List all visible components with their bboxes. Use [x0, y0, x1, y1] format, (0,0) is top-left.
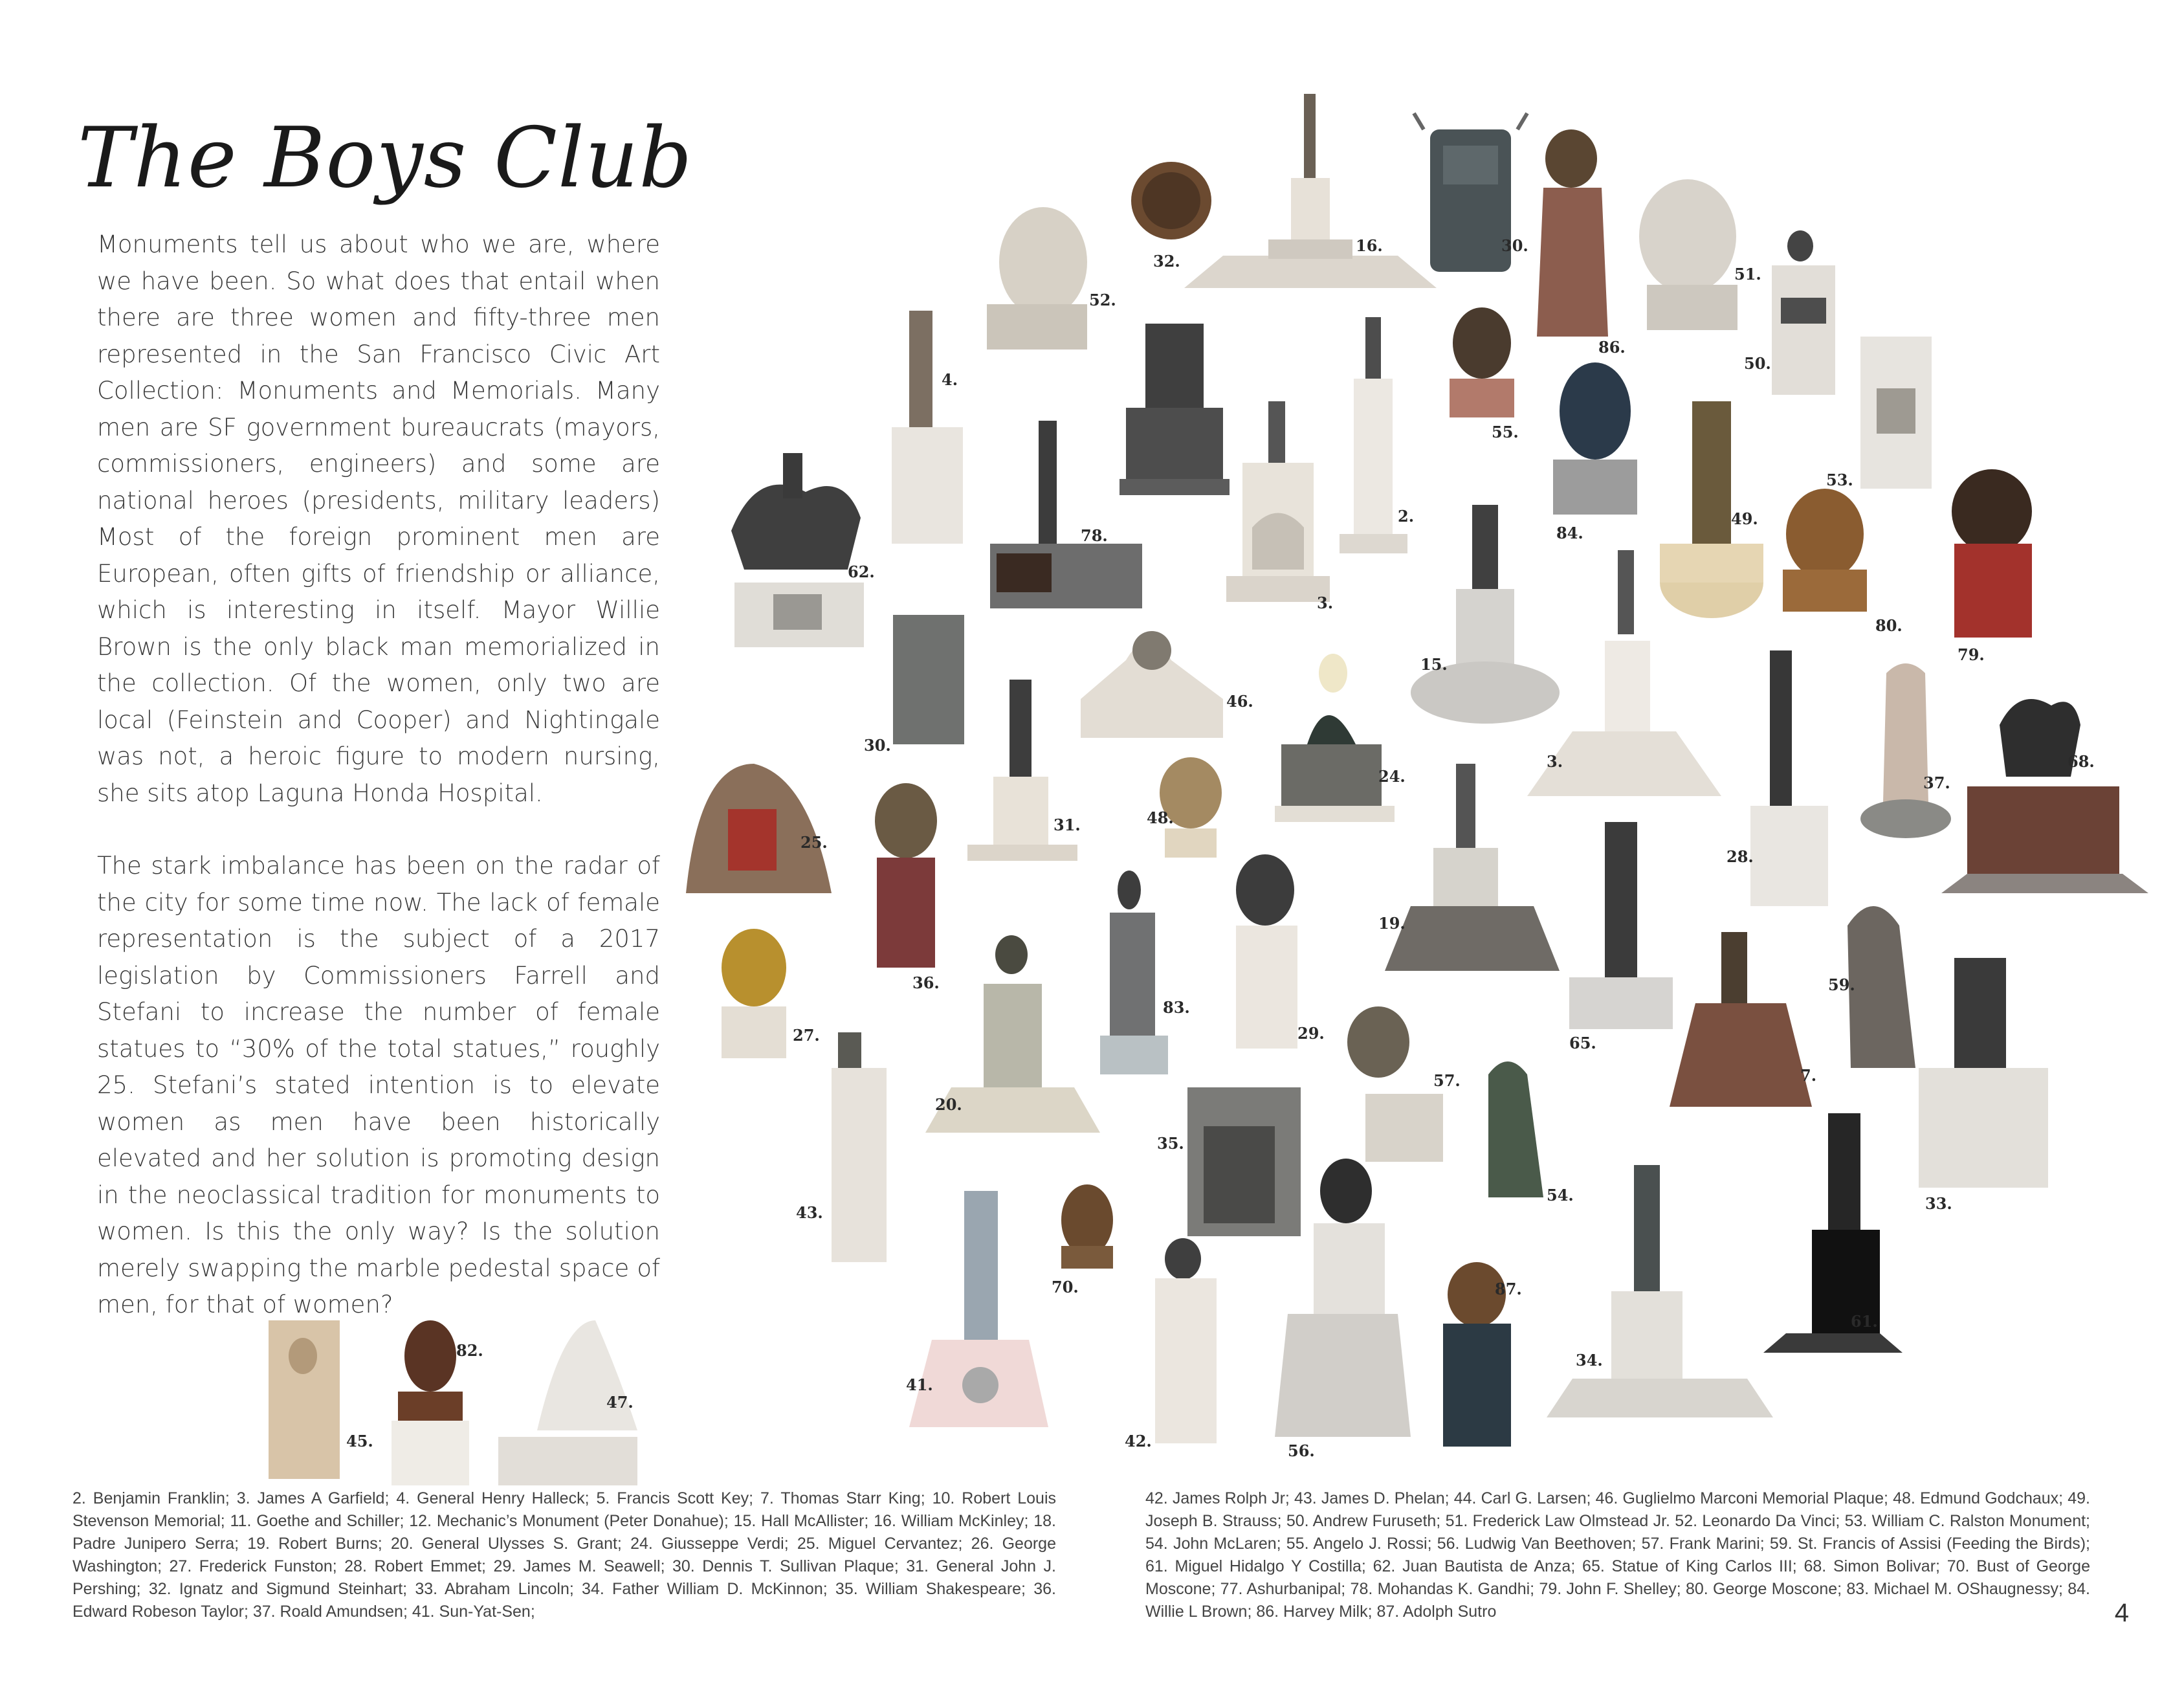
- label-34: 34.: [1576, 1351, 1603, 1370]
- label-43: 43.: [796, 1203, 823, 1222]
- essay-paragraph-2: The stark imbalance has been on the radar of the city for some time now. The lack of female representation is the subject of a 2017 legislation by Commissioners Farrell and Stefani to increase the number of female statues to “30% of the total statues,” roughly 25. Stefani’s stated intention is to elevate women as men have been historically elevated and her solution is promoting design in the neoclassical tradition for monuments to women. Is this the only way? Is the solution merely swapping the marble pedestal space of men, for that of women?: [97, 852, 660, 1318]
- monument-83: [1100, 871, 1168, 1074]
- monument-51: [1639, 179, 1737, 330]
- monument-78: [990, 421, 1142, 608]
- label-83: 83.: [1163, 998, 1190, 1017]
- label-47: 47.: [606, 1393, 634, 1412]
- label-80: 80.: [1875, 616, 1903, 635]
- label-70: 70.: [1052, 1278, 1079, 1296]
- label-79: 79.: [1958, 645, 1985, 664]
- label-50: 50.: [1744, 354, 1771, 373]
- label-3b: 3.: [1547, 752, 1563, 771]
- label-41: 41.: [906, 1375, 933, 1394]
- label-37: 37.: [1923, 773, 1950, 792]
- monument-11: [1120, 324, 1230, 495]
- label-51: 51.: [1734, 265, 1761, 283]
- monument-37: [1860, 663, 1951, 838]
- monument-28: [1750, 650, 1828, 906]
- label-45: 45.: [346, 1432, 373, 1450]
- label-59: 59.: [1828, 975, 1855, 994]
- monument-25: [686, 764, 832, 893]
- monument-61: [1763, 1113, 1903, 1353]
- monument-33: [1919, 958, 2048, 1188]
- label-25: 25.: [800, 833, 828, 852]
- monument-30-panel: [893, 615, 964, 744]
- monument-53: [1860, 337, 1932, 489]
- label-15: 15.: [1420, 655, 1448, 674]
- monument-34: [1547, 1165, 1773, 1417]
- monument-46: [1081, 631, 1223, 738]
- label-82: 82.: [456, 1341, 483, 1360]
- page-number: 4: [2114, 1599, 2129, 1627]
- page-title: The Boys Club: [78, 110, 693, 206]
- label-29: 29.: [1297, 1024, 1325, 1043]
- monument-84: [1553, 362, 1637, 515]
- monument-52: [987, 207, 1087, 350]
- monument-4: [892, 311, 963, 544]
- label-2: 2.: [1398, 507, 1415, 526]
- monument-48: [1160, 757, 1222, 858]
- label-48: 48.: [1147, 808, 1174, 827]
- label-86: 86.: [1598, 338, 1626, 357]
- monument-29: [1236, 854, 1297, 1049]
- monument-86: [1537, 129, 1608, 337]
- label-16: 16.: [1356, 236, 1383, 255]
- label-53: 53.: [1826, 471, 1853, 489]
- monument-65: [1569, 822, 1673, 1029]
- label-36: 36.: [912, 973, 940, 992]
- label-42: 42.: [1125, 1432, 1152, 1450]
- monument-32: [1131, 162, 1211, 239]
- label-33: 33.: [1925, 1194, 1952, 1213]
- monument-55: [1450, 307, 1514, 417]
- label-30b: 30.: [864, 736, 891, 755]
- label-19: 19.: [1378, 914, 1406, 933]
- label-55: 55.: [1492, 423, 1519, 441]
- label-28: 28.: [1726, 847, 1754, 866]
- label-4: 4.: [942, 370, 958, 389]
- label-49: 49.: [1731, 509, 1758, 528]
- label-57: 57.: [1433, 1071, 1461, 1090]
- monument-70: [1061, 1184, 1113, 1269]
- monument-36: [875, 783, 937, 968]
- monument-68: [1941, 699, 2148, 893]
- essay-paragraph-1: Monuments tell us about who we are, where we have been. So what does that entail when there are three women and fifty-three men represented in the San Francisco Civic Art Collection: Monuments and Memorials. Many men are SF government bureaucrats (mayors, commissioners, engineers) and some are national heroes (presidents, military leaders) Most of the foreign prominent men are European, often gifts of friendship or alliance, which is interesting in itself. Mayor Willie Brown is the only black man memorialized in the collection. Of the women, only two are local (Feinstein and Cooper) and Nightingale was not, a heroic figure to modern nursing, she sits atop Laguna Honda Hospital.: [97, 230, 660, 807]
- label-35: 35.: [1157, 1134, 1184, 1153]
- label-68: 68.: [2068, 752, 2095, 771]
- monument-79: [1952, 469, 2032, 638]
- monument-15: [1411, 505, 1560, 724]
- monument-59: [1848, 906, 1915, 1068]
- label-52: 52.: [1089, 291, 1116, 309]
- monument-80: [1783, 489, 1867, 612]
- monument-3-top: [1226, 401, 1330, 602]
- monument-57: [1347, 1006, 1443, 1162]
- label-46: 46.: [1226, 692, 1253, 711]
- label-78: 78.: [1081, 526, 1108, 545]
- label-27: 27.: [793, 1026, 820, 1045]
- monument-54: [1488, 1061, 1543, 1197]
- label-62: 62.: [848, 562, 875, 581]
- label-87: 87.: [1495, 1280, 1522, 1298]
- monument-7: [1670, 932, 1812, 1107]
- monument-24: [1275, 654, 1395, 822]
- monument-42: [1155, 1238, 1217, 1443]
- label-54: 54.: [1547, 1186, 1574, 1205]
- monument-45: [269, 1320, 340, 1479]
- monument-35: [1187, 1087, 1301, 1236]
- label-7: 7.: [1800, 1066, 1817, 1085]
- label-56: 56.: [1288, 1441, 1315, 1460]
- monument-43: [832, 1032, 887, 1262]
- caption-left: 2. Benjamin Franklin; 3. James A Garfield; 4. General Henry Halleck; 5. Francis Scott Key; 7. Thomas Starr King; 10. Robert Louis Stevenson Memorial; 11. Goethe and Schiller; 12. Mechanic’s Monument (Peter Donahue); 15. Hall McAllister; 16. William McKinley; 18. Padre Junipero Serra; 19. Robert Burns; 20. General Ulysses S. Grant; 24. Giusseppe Verdi; 25. Miguel Cervantez; 26. George Washington; 27. Frederick Funston; 28. Robert Emmet; 29. James M. Seawell; 30. Dennis T. Sullivan Plaque; 31. General John J. Pershing; 32. Ignatz and Sigmund Steinhart; 33. Abraham Lincoln; 34. Father William D. McKinnon; 35. William Shakespeare; 36. Edward Robeson Taylor; 37. Roald Amundsen; 41. Sun-Yat-Sen;: [72, 1489, 1056, 1621]
- caption-right: 42. James Rolph Jr; 43. James D. Phelan; 44. Carl G. Larsen; 46. Guglielmo Marconi Memorial Plaque; 48. Edmund Godchaux; 49. Joseph B. Strauss; 50. Andrew Furuseth; 51. Frederick Law Olmstead Jr. 52. Leonardo Da Vinci; 53. William C. Ralston Monument; 54. John McLaren; 55. Angelo J. Rossi; 56. Ludwig Van Beethoven; 57. Frank Marini; 59. St. Francis of Assisi (Feeding the Birds); 61. Miguel Hidalgo Y Costilla; 62. Juan Bautista de Anza; 65. Statue of King Carlos III; 68. Simon Bolivar; 70. Bust of George Moscone; 77. Ashurbanipal; 78. Mohandas K. Gandhi; 79. John F. Shelley; 80. George Moscone; 83. Michael M. OShaugnessy; 84. Willie L Brown; 86. Harvey Milk; 87. Adolph Sutro: [1145, 1489, 2090, 1621]
- monument-16: [1184, 94, 1437, 288]
- label-30: 30.: [1501, 236, 1528, 255]
- monument-50: [1772, 230, 1835, 395]
- label-32: 32.: [1153, 252, 1180, 271]
- monument-62: [731, 453, 864, 647]
- label-65: 65.: [1569, 1034, 1596, 1052]
- label-20: 20.: [935, 1095, 962, 1114]
- label-84: 84.: [1556, 524, 1583, 542]
- label-24: 24.: [1378, 767, 1406, 786]
- label-3a: 3.: [1317, 594, 1334, 612]
- monument-27: [722, 929, 786, 1058]
- label-31: 31.: [1053, 816, 1081, 834]
- label-61: 61.: [1851, 1312, 1878, 1331]
